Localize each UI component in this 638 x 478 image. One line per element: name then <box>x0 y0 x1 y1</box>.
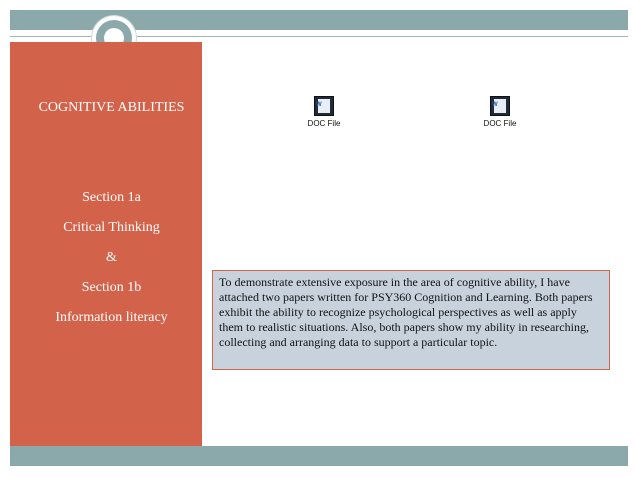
sidebar-title: COGNITIVE ABILITIES <box>38 100 185 115</box>
sidebar-item-critical-thinking: Critical Thinking <box>63 220 160 235</box>
doc-attachment-1[interactable] <box>289 96 359 128</box>
word-document-icon-glyph: W <box>316 102 322 108</box>
sidebar-item-information-literacy: Information literacy <box>55 310 168 325</box>
doc-attachment-1-label: DOC File <box>307 119 341 128</box>
sidebar-item-ampersand: & <box>106 250 117 265</box>
word-document-icon-glyph: W <box>492 102 498 108</box>
sidebar-item-section-1a: Section 1a <box>82 190 141 205</box>
doc-attachment-2-label: DOC File <box>483 119 517 128</box>
word-document-icon[interactable] <box>314 96 334 116</box>
word-document-icon[interactable] <box>490 96 510 116</box>
bottom-decorative-band <box>10 446 628 466</box>
sidebar-item-section-1b: Section 1b <box>81 280 142 295</box>
sidebar-panel <box>10 42 202 446</box>
description-callout: To demonstrate extensive exposure in the area of cognitive ability, I have attached two papers written for PSY360 Cognition and Learning. Both papers exhibit the ability to recognize psychological perspectives as well as apply them to realistic situations. Also, both papers show my ability in researching, collecting and arranging data to support a particular topic. <box>212 270 610 370</box>
doc-attachment-2[interactable] <box>465 96 535 128</box>
